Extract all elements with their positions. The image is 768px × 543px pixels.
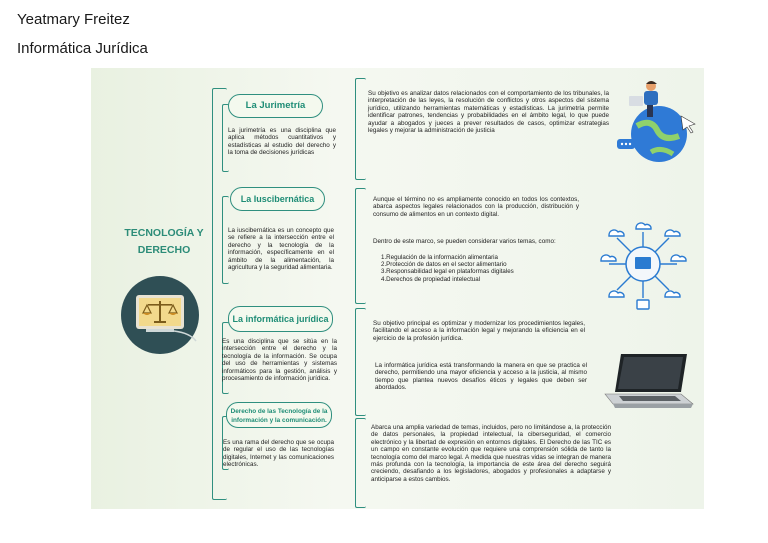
document-author: Yeatmary Freitez [17,11,130,28]
right-bracket-2 [355,188,366,304]
jurimetria-body: La jurimetría es una disciplina que aplica métodos cuantitativos y estadísticas al estudio del derecho y la toma de decisiones jurídicas [228,127,336,157]
informatica-title: La informática jurídica [228,306,333,332]
derecho-tic-title: Derecho de las Tecnología de la información y la comunicación. [226,402,332,428]
iuscibernetica-detail: Aunque el término no es ampliamente conocido en todos los contextos, abarca aspectos legales relacionados con la producción, distribución y consumo de alimentos en un contexto digital. [373,196,579,218]
cloud-network-illustration [591,216,696,314]
jurimetria-detail: Su objetivo es analizar datos relacionados con el comportamiento de los tribunales, la interpretación de las leyes, la resolución de conflictos y otros aspectos del sistema jurídico, utilizando herramientas matemáticas y estadísticas. La jurimetría permite identificar patrones, tendencias y probabilidades en el ámbito legal, lo que puede ayudar a abogados y jueces a prever resultados de casos, optimizar estrategias legales y mejorar la administración de justicia [368,90,609,135]
justice-scale-icon [120,273,204,357]
right-bracket-4 [355,418,366,508]
laptop-illustration [603,352,695,412]
list-item: 3.Responsabilidad legal en plataformas digitales [381,268,514,276]
iuscibernetica-topics-intro: Dentro de este marco, se pueden considerar varios temas, como: [373,238,556,245]
list-item: 2.Protección de datos en el sector alimentario [381,261,507,269]
right-bracket-1 [355,78,366,180]
informatica-body: Es una disciplina que se sitúa en la intersección entre el derecho y la tecnología de la información. Se ocupa del uso de herramientas y sistemas informáticos para la gestión, análisis y procesamiento de información jurídica. [222,338,337,383]
informatica-detail-2: La informática jurídica está transformando la manera en que se practica el derecho, permitiendo una mayor eficiencia y acceso a la justicia, al mismo tiempo que plantea nuevos desafíos éticos y legales que deben ser abordados. [375,362,587,392]
main-title [119,225,209,259]
main-title-line1: TECNOLOGÍA Y [124,227,204,239]
derecho-tic-body: Es una rama del derecho que se ocupa de regular el uso de las tecnologías digitales, Internet y las comunicaciones electrónicas. [223,439,334,469]
list-item: 1.Regulación de la información alimentaria [381,254,498,261]
infographic-poster [91,68,704,509]
main-title-line2: DERECHO [137,244,191,256]
informatica-detail-1: Su objetivo principal es optimizar y modernizar los procedimientos legales, facilitando el acceso a la información legal y mejorando la eficiencia en el ejercicio de la profesión jurídica. [373,320,585,342]
jurimetria-title: La Jurimetría [228,94,323,118]
iuscibernetica-title: La Iuscibernática [230,187,325,211]
derecho-tic-detail: Abarca una amplia variedad de temas, incluidos, pero no limitándose a, la protección de datos personales, la propiedad intelectual, la ciberseguridad, el comercio electrónico y la libertad de expresión en entornos digitales. El Derecho de las TIC es un campo en constante evolución que requiere una comprensión sólida de tanto la tecnología como del marco legal. A medida que nuestras vidas se integran de manera más profunda con la tecnología, la importancia de este área del derecho seguirá creciendo, desafiando a los legisladores, abogados y profesionales a adaptarse y anticiparse a estos cambios. [371,424,611,483]
iuscibernetica-body: La iuscibernática es un concepto que se refiere a la intersección entre el derecho y la tecnología de la información, específicamente en el ámbito de la alimentación, la agricultura y la seguridad alimentaria. [228,227,334,272]
person-globe-illustration [611,76,701,166]
iuscibernetica-topics-list [381,254,581,283]
right-bracket-3 [355,308,366,416]
course-name: Informática Jurídica [17,40,148,57]
list-item: 4.Derechos de propiedad intelectual [381,275,481,283]
